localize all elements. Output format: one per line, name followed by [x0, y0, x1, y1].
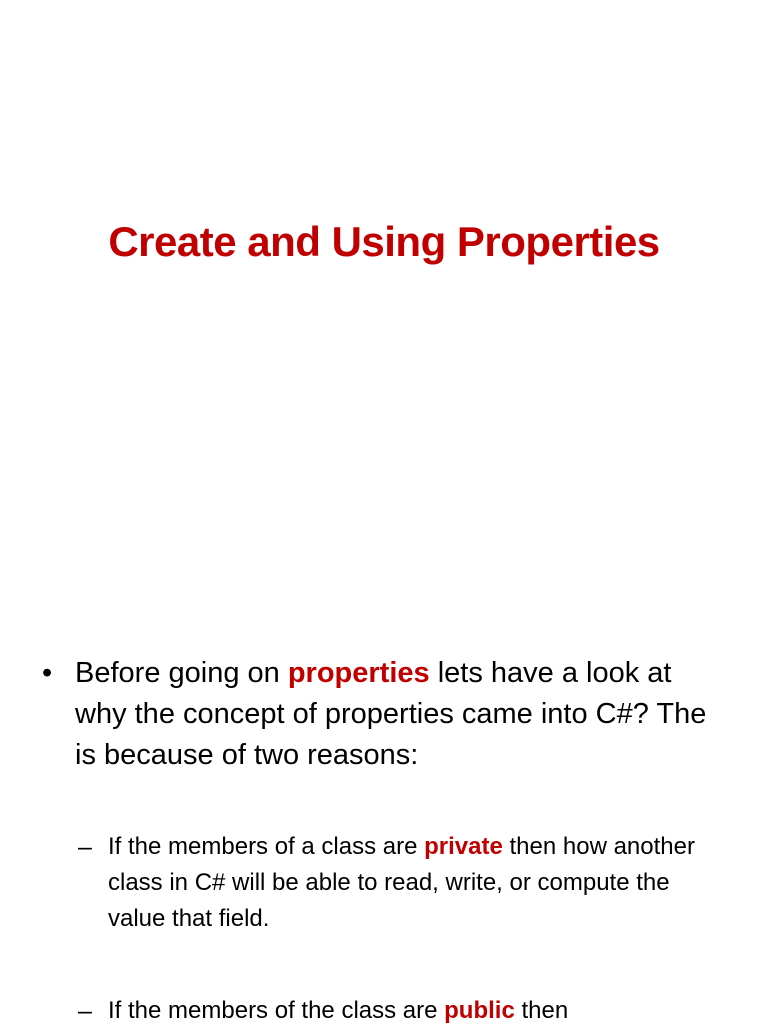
bullet-text-before: Before going on — [75, 657, 288, 689]
bullet-marker: • — [42, 657, 53, 689]
bullet-text — [75, 653, 725, 776]
sub-point-text-after: then how another class in C# will be able to read, write, or compute the value that field. — [108, 833, 695, 932]
bullet-point — [42, 653, 742, 776]
slide-title: Create and Using Properties — [108, 218, 660, 265]
sub-point-highlight: public — [444, 997, 515, 1024]
sub-point-highlight: private — [424, 833, 503, 860]
bullet-text-after: lets have a look at why the concept of properties came into C#? The is because of two reasons: — [75, 657, 707, 771]
bullet-highlight: properties — [287, 657, 430, 689]
sub-point-1 — [78, 829, 718, 937]
sub-point-text-before: If the members of the class are — [108, 997, 445, 1024]
dash-marker: – — [78, 833, 92, 861]
sub-point-text-before: If the members of a class are — [108, 833, 425, 860]
sub-point-text — [108, 829, 708, 937]
sub-point-text-after: then — [514, 997, 569, 1024]
dash-marker: – — [78, 997, 92, 1025]
